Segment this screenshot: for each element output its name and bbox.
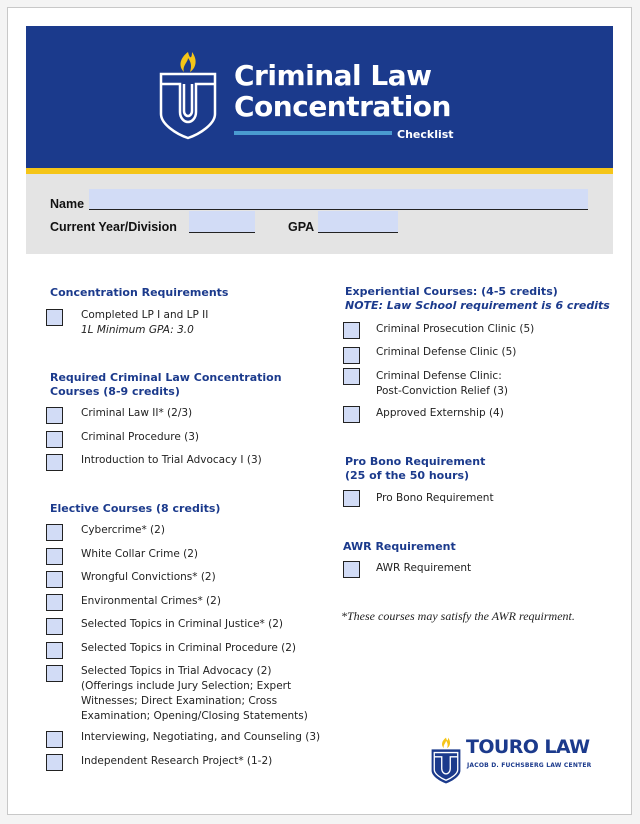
- checkbox-white-collar[interactable]: [46, 548, 63, 565]
- gpa-label: GPA: [288, 220, 315, 234]
- title-line-1: Criminal Law: [234, 59, 432, 92]
- section-heading-probono: [345, 455, 485, 483]
- heading-note: NOTE: Law School requirement is 6 credits: [345, 299, 610, 312]
- checkbox-topics-criminal-procedure[interactable]: [46, 642, 63, 659]
- page-title: [234, 60, 451, 122]
- section-heading-required: [50, 371, 282, 399]
- checkbox-independent-research[interactable]: [46, 754, 63, 771]
- checkbox-environmental-crimes[interactable]: [46, 594, 63, 611]
- year-division-field[interactable]: [189, 211, 255, 233]
- heading-line: Required Criminal Law Concentration: [50, 371, 282, 384]
- checkbox-completed-lp[interactable]: [46, 309, 63, 326]
- checkbox-post-conviction-clinic[interactable]: [343, 368, 360, 385]
- item-label: Criminal Defense Clinic:: [376, 370, 502, 382]
- year-division-label: Current Year/Division: [50, 220, 177, 234]
- item-detail: (Offerings include Jury Selection; Expert: [81, 680, 292, 692]
- list-item: Selected Topics in Criminal Procedure (2): [81, 642, 297, 654]
- section-heading-awr: AWR Requirement: [343, 540, 456, 553]
- checkbox-intro-trial-advocacy[interactable]: [46, 454, 63, 471]
- list-item: Criminal Prosecution Clinic (5): [376, 323, 535, 335]
- item-detail: Witnesses; Direct Examination; Cross: [81, 695, 278, 707]
- list-item: [81, 664, 308, 724]
- checkbox-defense-clinic[interactable]: [343, 347, 360, 364]
- checkbox-awr[interactable]: [343, 561, 360, 578]
- item-label: Selected Topics in Trial Advocacy (2): [81, 665, 272, 677]
- checkbox-wrongful-convictions[interactable]: [46, 571, 63, 588]
- touro-torch-shield-icon: [158, 48, 218, 140]
- gpa-field[interactable]: [318, 211, 398, 233]
- heading-line: Courses (8-9 credits): [50, 385, 180, 398]
- list-item: White Collar Crime (2): [81, 548, 199, 560]
- section-heading-elective: Elective Courses (8 credits): [50, 502, 221, 515]
- page-subtitle: Checklist: [397, 128, 454, 141]
- item-note: 1L Minimum GPA: 3.0: [81, 324, 194, 336]
- item-detail: Post-Conviction Relief (3): [376, 385, 509, 397]
- footer-brand-subtitle: JACOB D. FUCHSBERG LAW CENTER: [467, 762, 592, 769]
- list-item: Cybercrime* (2): [81, 524, 165, 536]
- checkbox-topics-trial-advocacy[interactable]: [46, 665, 63, 682]
- checkbox-criminal-law-ii[interactable]: [46, 407, 63, 424]
- heading-line: Pro Bono Requirement: [345, 455, 486, 468]
- checkbox-probono[interactable]: [343, 490, 360, 507]
- section-heading-concentration: Concentration Requirements: [50, 286, 229, 299]
- heading-line: (25 of the 50 hours): [345, 469, 470, 482]
- list-item: Criminal Procedure (3): [81, 431, 200, 443]
- footer-brand-name: TOURO LAW: [466, 736, 590, 758]
- heading-line: Experiential Courses: (4-5 credits): [345, 285, 558, 298]
- list-item: Selected Topics in Criminal Justice* (2): [81, 618, 283, 630]
- list-item: Wrongful Convictions* (2): [81, 571, 216, 583]
- list-item: Environmental Crimes* (2): [81, 595, 221, 607]
- list-item: [376, 369, 508, 399]
- list-item: Independent Research Project* (1-2): [81, 755, 273, 767]
- checkbox-cybercrime[interactable]: [46, 524, 63, 541]
- checkbox-prosecution-clinic[interactable]: [343, 322, 360, 339]
- touro-torch-shield-icon: [430, 735, 462, 785]
- title-line-2: Concentration: [234, 90, 451, 123]
- list-item: Pro Bono Requirement: [376, 492, 494, 504]
- title-divider: [234, 131, 392, 135]
- checkbox-criminal-procedure[interactable]: [46, 431, 63, 448]
- list-item: Approved Externship (4): [376, 407, 504, 419]
- checkbox-interviewing[interactable]: [46, 731, 63, 748]
- section-heading-experiential: [345, 285, 610, 313]
- awr-footnote: *These courses may satisfy the AWR requirment.: [341, 609, 575, 623]
- list-item: Criminal Defense Clinic (5): [376, 346, 517, 358]
- list-item: Interviewing, Negotiating, and Counseling (3): [81, 731, 321, 743]
- name-field[interactable]: [89, 189, 588, 210]
- list-item: Criminal Law II* (2/3): [81, 407, 193, 419]
- list-item: AWR Requirement: [376, 562, 472, 574]
- list-item: [81, 308, 208, 338]
- list-item: Introduction to Trial Advocacy I (3): [81, 454, 262, 466]
- item-label: Completed LP I and LP II: [81, 309, 209, 321]
- checkbox-externship[interactable]: [343, 406, 360, 423]
- item-detail: Examination; Opening/Closing Statements): [81, 710, 308, 722]
- name-label: Name: [50, 197, 85, 211]
- checkbox-topics-criminal-justice[interactable]: [46, 618, 63, 635]
